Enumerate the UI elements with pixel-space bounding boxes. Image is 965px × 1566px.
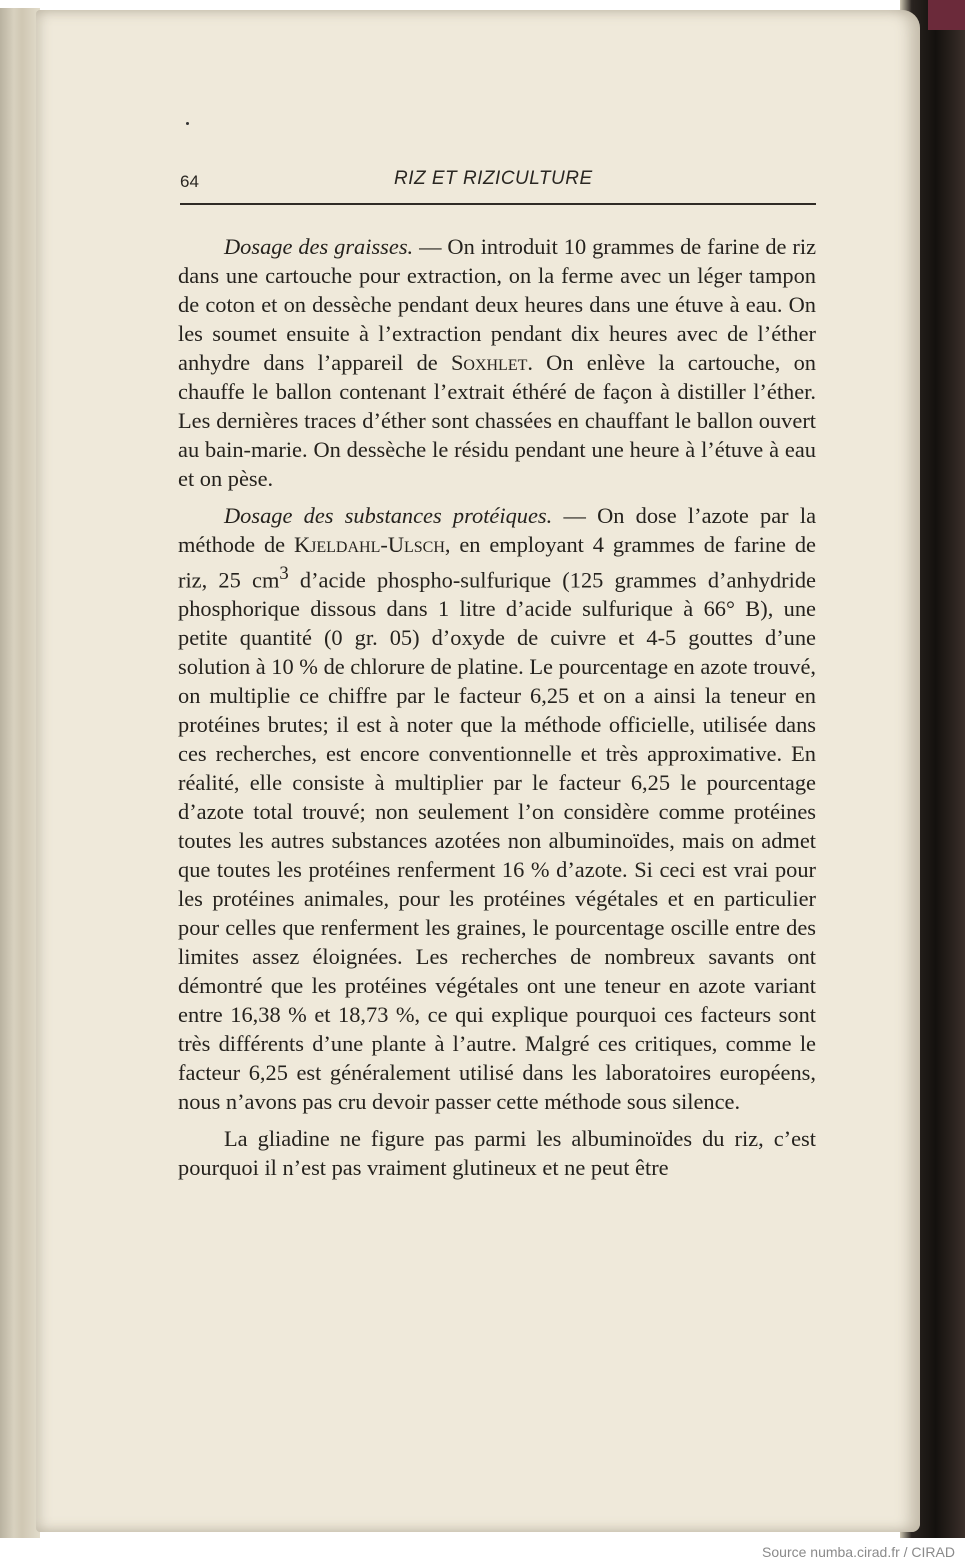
source-credit: Source numba.cirad.fr / CIRAD	[762, 1544, 955, 1560]
page-number: 64	[180, 172, 199, 191]
author-name: Soxhlet	[450, 350, 528, 375]
paragraph-protein-assay	[178, 501, 816, 1116]
paragraph-gliadin	[178, 1124, 816, 1182]
superscript: 3	[279, 563, 289, 584]
paragraph-text: . On enlève la cartouche, on chauffe le ballon contenant l’extrait éthéré de façon à distiller l’éther. Les dernières traces d’éther sont chassées en chauffant le ballon ouvert au bain-marie. On dessèche le résidu pendant une heure à l’étuve à eau et on pèse.	[178, 350, 816, 491]
author-name: Kjeldahl-Ulsch	[293, 532, 445, 557]
paragraph-lead: Dosage des graisses.	[224, 234, 414, 259]
running-title: RIZ ET RIZICULTURE	[394, 168, 593, 189]
paragraph-text: d’acide phospho-sulfurique (125 grammes d’anhydride phosphorique dissous dans 1 litre d’acide sulfurique à 66° B), une petite quantité (0 gr. 05) d’oxyde de cuivre et 4-5 gouttes d’une solution à 10 % de chlorure de platine. Le pourcentage en azote trouvé, on multiplie ce chiffre par le facteur 6,25 et on a ainsi la teneur en protéines brutes; il est à noter que la méthode officielle, utilisée dans ces recherches, est encore conventionnelle et très approximative. En réalité, elle consiste à multiplier par le facteur 6,25 le pourcentage d’azote total trouvé; non seulement l’on considère comme protéines toutes les autres substances azotées non albuminoïdes, mais on admet que toutes les protéines renferment 16 % d’azote. Si ceci est vrai pour les protéines animales, pour les protéines végétales et en particulier pour celles que renferment les graines, le pourcentage oscille entre des limites assez éloignées. Les recherches de nombreux savants ont démontré que les protéines végétales ont une teneur en azote variant entre 16,38 % et 18,73 %, ce qui explique pourquoi ces facteurs sont très différents d’une plante à l’autre. Malgré ces critiques, comme le facteur 6,25 est généralement utilisé dans les laboratoires européens, nous n’avons pas cru devoir passer cette méthode sous silence.	[178, 567, 816, 1115]
paragraph-text: , en employant 4 grammes de farine de riz, 25 cm	[178, 532, 816, 593]
book-cover-corner	[928, 0, 965, 30]
paragraph-text: — On introduit 10 grammes de farine de riz dans une cartouche pour extraction, on la ferme avec un léger tampon de coton et on dessèche pendant deux heures dans une étuve à eau. On les soumet ensuite à l’extraction pendant dix heures avec de l’éther anhydre dans l’appareil de	[178, 234, 817, 375]
paragraph-text: La gliadine ne figure pas parmi les albuminoïdes du riz, c’est pourquoi il n’est pas vraiment glutineux et ne peut être	[178, 1126, 816, 1181]
paragraph-lead: Dosage des substances protéiques.	[224, 503, 553, 528]
page-header	[180, 168, 816, 208]
paragraph-fat-assay	[178, 232, 816, 493]
body-text	[178, 232, 816, 1190]
page-edge-left	[0, 8, 40, 1538]
paragraph-text: — On dose l’azote par la méthode de	[178, 503, 817, 557]
header-rule	[180, 203, 816, 205]
ink-speck	[186, 122, 189, 125]
